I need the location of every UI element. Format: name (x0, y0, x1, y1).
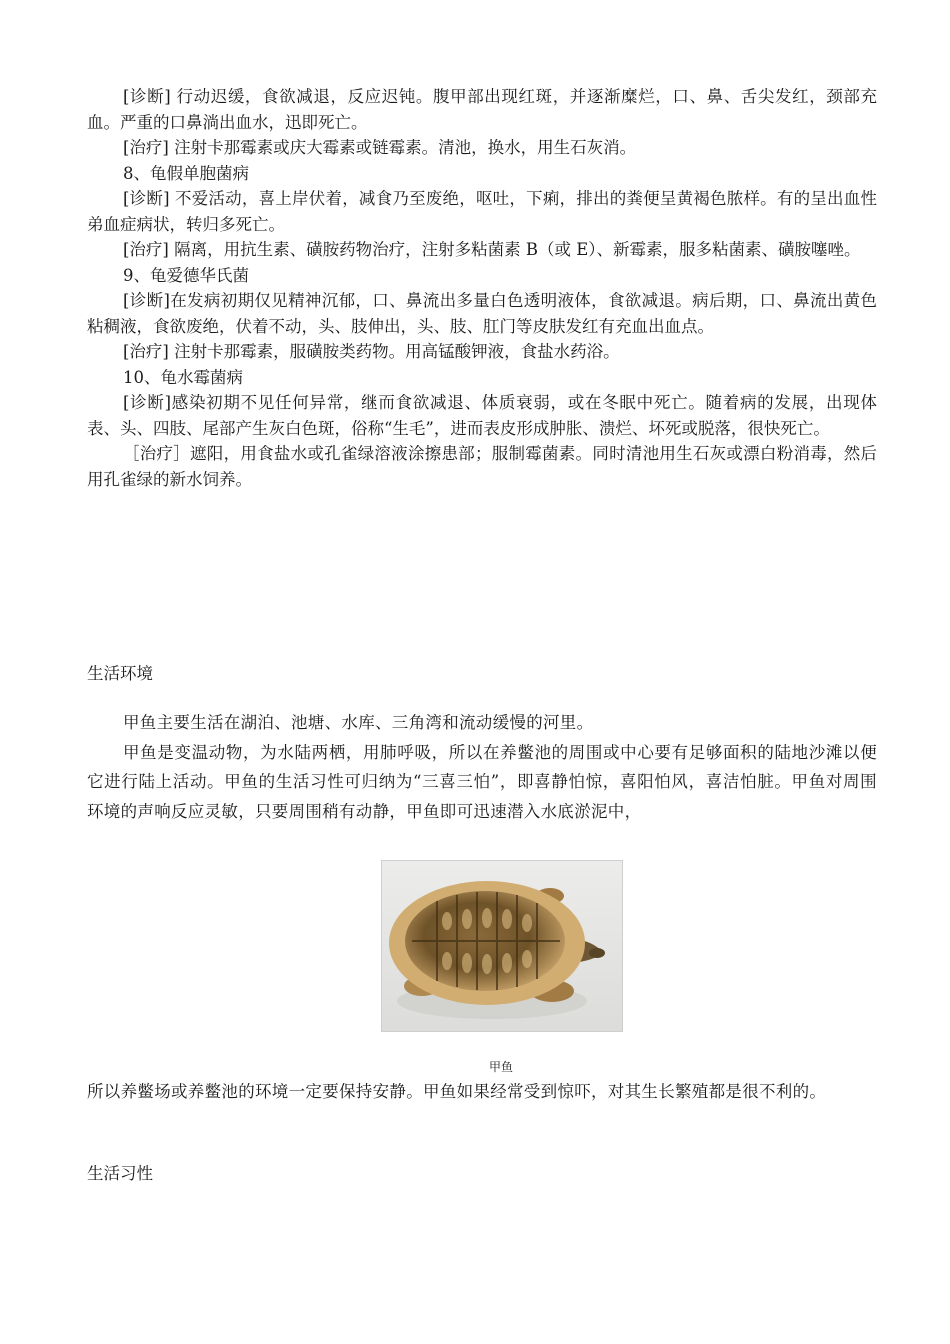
treatment-paragraph: ［治疗］遮阳，用食盐水或孔雀绿溶液涂擦患部；服制霉菌素。同时清池用生石灰或漂白粉消毒，然后用孔雀绿的新水饲养。 (87, 444, 877, 489)
disease-title-10: 10、龟水霉菌病 (123, 367, 243, 387)
habit-heading: 生活习性 (87, 1164, 153, 1183)
disease-title-8: 8、龟假单胞菌病 (123, 163, 249, 183)
treatment-paragraph: [治疗] 注射卡那霉素，服磺胺类药物。用高锰酸钾液，食盐水药浴。 (123, 342, 620, 361)
environment-paragraph: 甲鱼是变温动物，为水陆两栖，用肺呼吸，所以在养鳖池的周围或中心要有足够面积的陆地沙滩以便它进行陆上活动。甲鱼的生活习性可归纳为“三喜三怕”，即喜静怕惊，喜阳怕风，喜洁怕脏。甲鱼对周围环境的声响反应灵敏，只要周围稍有动静，甲鱼即可迅速潜入水底淤泥中， (87, 742, 877, 821)
disease-section (87, 84, 877, 492)
diagnosis-paragraph: [诊断] 行动迟缓，食欲减退，反应迟钝。腹甲部出现红斑，并逐渐糜烂，口、鼻、舌尖发红，颈部充血。严重的口鼻淌出血水，迅即死亡。 (87, 87, 877, 132)
disease-title-9: 9、龟爱德华氏菌 (123, 265, 249, 285)
diagnosis-paragraph: [诊断] 不爱活动，喜上岸伏着，减食乃至废绝，呕吐，下痢，排出的粪便呈黄褐色脓样。有的呈出血性弟血症病状，转归多死亡。 (87, 189, 877, 234)
diagnosis-paragraph: [诊断]在发病初期仅见精神沉郁，口、鼻流出多量白色透明液体，食欲减退。病后期，口、鼻流出黄色粘稠液，食欲废绝，伏着不动，头、肢伸出，头、肢、肛门等皮肤发红有充血出血点。 (87, 291, 877, 336)
treatment-paragraph: [治疗] 隔离，用抗生素、磺胺药物治疗，注射多粘菌素 B（或 E）、新霉素，服多粘菌素、磺胺噻唑。 (123, 240, 861, 259)
environment-continuation (87, 1078, 877, 1107)
treatment-paragraph: [治疗] 注射卡那霉素或庆大霉素或链霉素。清池，换水，用生石灰消。 (123, 138, 637, 157)
turtle-image-icon (382, 861, 622, 1031)
environment-paragraph: 甲鱼主要生活在湖泊、池塘、水库、三角湾和流动缓慢的河里。 (123, 713, 594, 732)
environment-section (87, 708, 877, 826)
environment-heading: 生活环境 (87, 664, 153, 683)
figure-caption: 甲鱼 (488, 1060, 513, 1074)
environment-paragraph: 所以养鳖场或养鳖池的环境一定要保持安静。甲鱼如果经常受到惊吓，对其生长繁殖都是很不利的。 (87, 1082, 827, 1101)
softshell-turtle-photo (381, 860, 623, 1032)
diagnosis-paragraph: [诊断]感染初期不见任何异常，继而食欲减退、体质衰弱，或在冬眠中死亡。随着病的发展，出现体表、头、四肢、尾部产生灰白色斑，俗称“生毛”，进而表皮形成肿胀、溃烂、坏死或脱落，很快死亡。 (87, 393, 877, 438)
